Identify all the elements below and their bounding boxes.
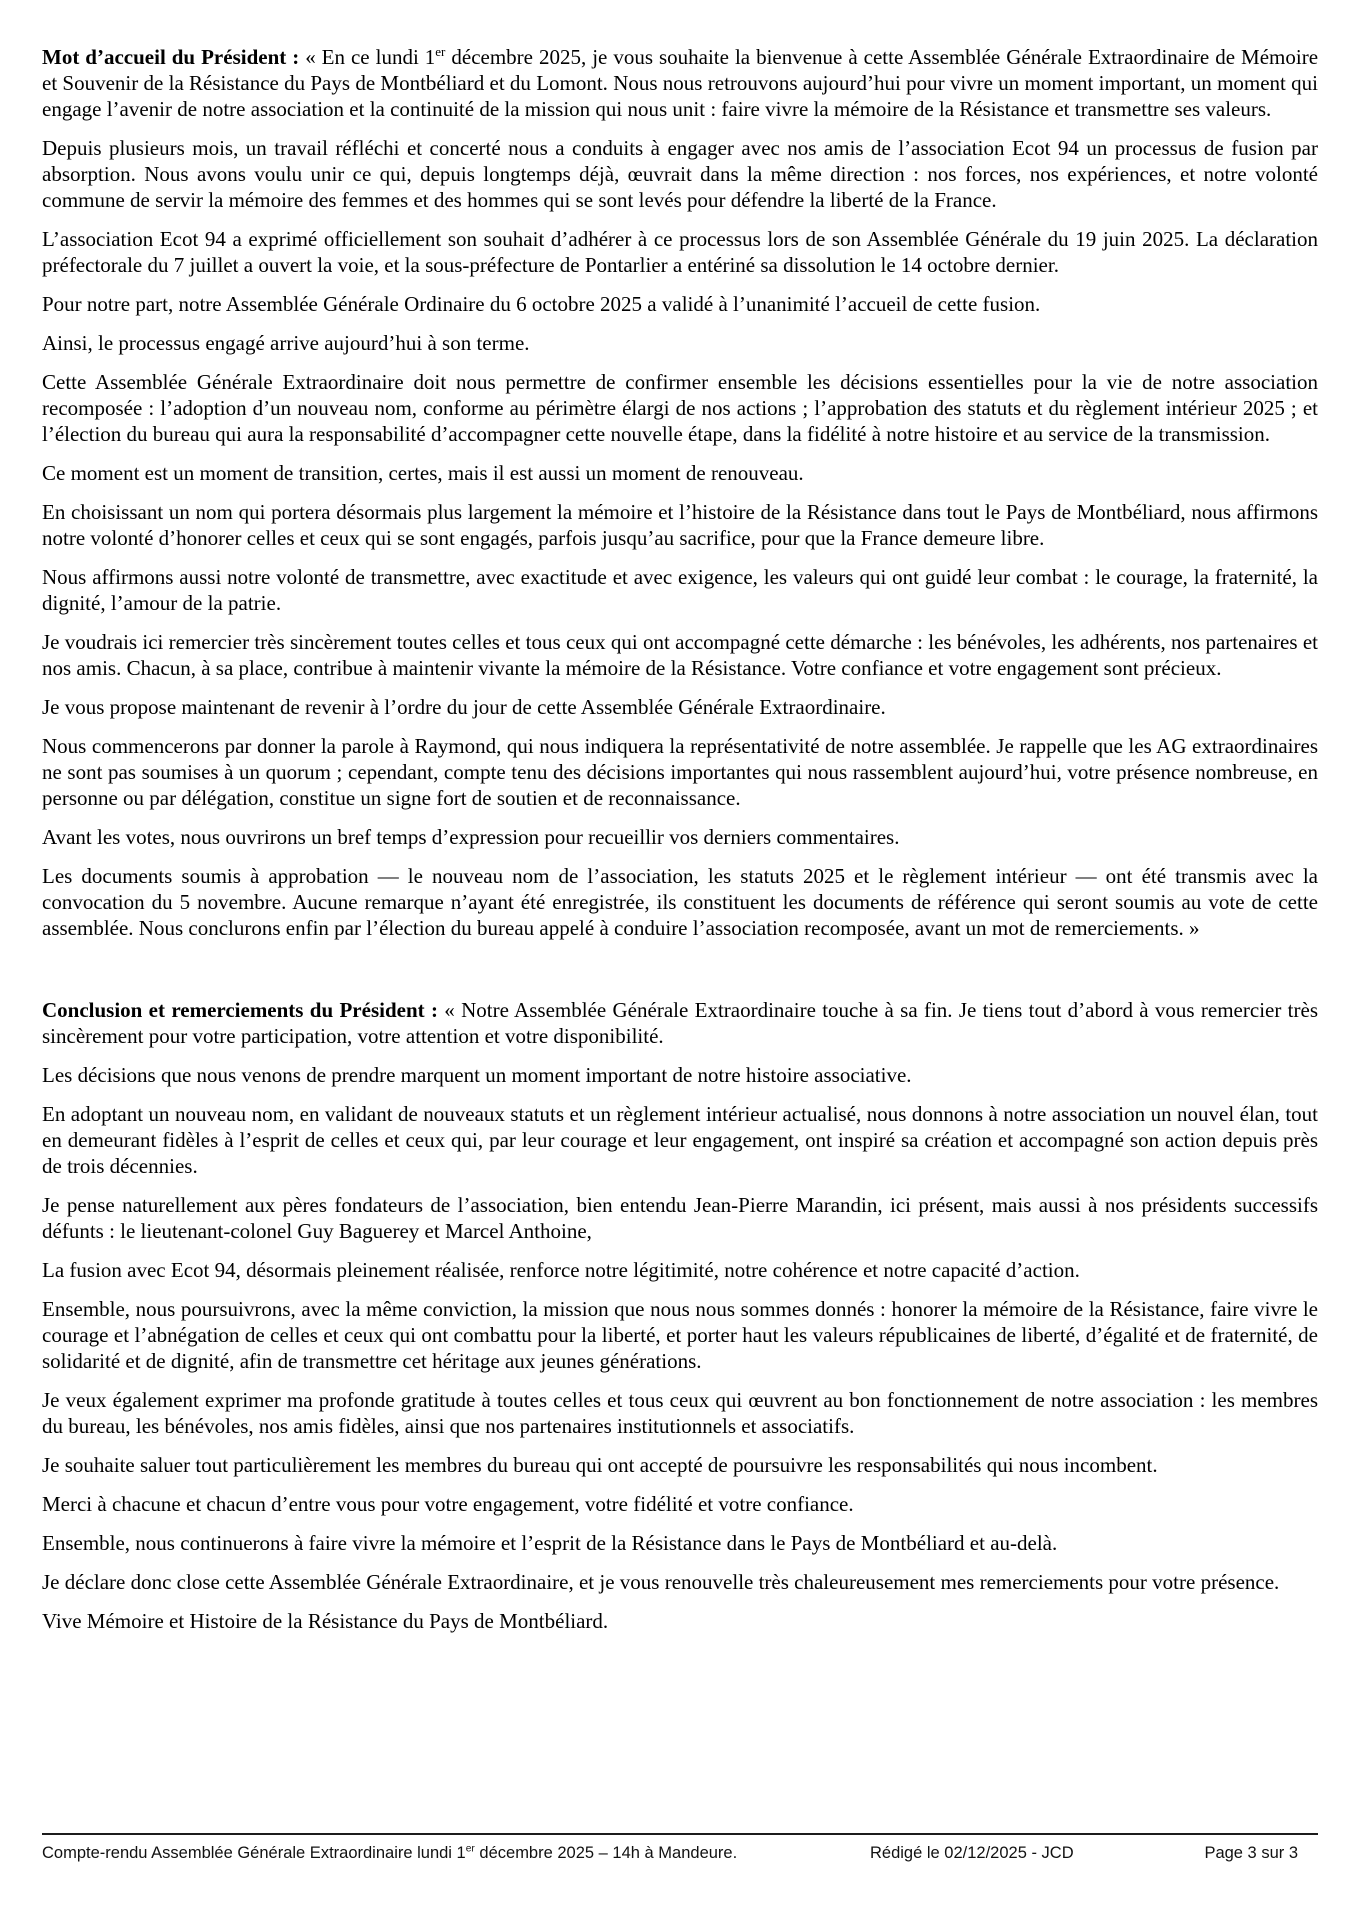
paragraph: Je veux également exprimer ma profonde gratitude à toutes celles et tous ceux qui œuvrent au bon fonctionnement de notre association : les membres du bureau, les bénévoles, nos amis fidèles, ainsi que nos partenaires institutionnels et associatifs. <box>42 1388 1318 1438</box>
footer-document-title <box>42 1843 737 1863</box>
footer-page-number: Page 3 sur 3 <box>1204 1844 1298 1862</box>
paragraph-text: « Notre Assemblée Générale Extraordinaire touche à sa fin. Je tiens tout d’abord à vous remercier très sincèrement pour votre participation, votre attention et votre disponibilité. <box>42 998 1318 1048</box>
paragraph: Vive Mémoire et Histoire de la Résistance du Pays de Montbéliard. <box>42 1609 609 1633</box>
paragraph: Je pense naturellement aux pères fondateurs de l’association, bien entendu Jean-Pierre Marandin, ici présent, mais aussi à nos présidents successifs défunts : le lieutenant-colonel Guy Baguerey et Marcel Anthoine, <box>42 1193 1318 1243</box>
paragraph: En choisissant un nom qui portera désormais plus largement la mémoire et l’histoire de la Résistance dans tout le Pays de Montbéliard, nous affirmons notre volonté d’honorer celles et ceux qui se sont engagés, parfois jusqu’au sacrifice, pour que la France demeure libre. <box>42 500 1318 550</box>
paragraph: L’association Ecot 94 a exprimé officiellement son souhait d’adhérer à ce processus lors de son Assemblée Générale du 19 juin 2025. La déclaration préfectorale du 7 juillet a ouvert la voie, et la sous-préfecture de Pontarlier a entériné sa dissolution le 14 octobre dernier. <box>42 227 1318 277</box>
paragraph: Je souhaite saluer tout particulièrement les membres du bureau qui ont accepté de poursuivre les responsabilités qui nous incombent. <box>42 1453 1158 1477</box>
paragraph: Ce moment est un moment de transition, certes, mais il est aussi un moment de renouveau. <box>42 461 804 485</box>
paragraph: Ensemble, nous continuerons à faire vivre la mémoire et l’esprit de la Résistance dans le Pays de Montbéliard et au-delà. <box>42 1531 1058 1555</box>
paragraph: Pour notre part, notre Assemblée Générale Ordinaire du 6 octobre 2025 a validé à l’unanimité l’accueil de cette fusion. <box>42 292 1041 316</box>
footer-text: décembre 2025 – 14h à Mandeure. <box>474 1844 738 1862</box>
section-conclusion-speech <box>42 997 1318 1634</box>
paragraph: Les décisions que nous venons de prendre marquent un moment important de notre histoire associative. <box>42 1063 912 1087</box>
paragraph: Ensemble, nous poursuivrons, avec la même conviction, la mission que nous nous sommes donnés : honorer la mémoire de la Résistance, faire vivre le courage et l’abnégation de celles et ceux qui ont combattu pour la liberté, et porter haut les valeurs républicaines de liberté, d’égalité et de fraternité, de solidarité et de dignité, afin de transmettre cet héritage aux jeunes générations. <box>42 1297 1318 1373</box>
paragraph <box>42 44 1318 122</box>
ordinal-superscript: er <box>465 1843 475 1855</box>
ordinal-superscript: er <box>435 44 446 59</box>
footer-author-date: Rédigé le 02/12/2025 - JCD <box>870 1844 1074 1862</box>
section-welcome-speech <box>42 44 1318 941</box>
paragraph-text: décembre 2025, je vous souhaite la bienvenue à cette Assemblée Générale Extraordinaire de Mémoire et Souvenir de la Résistance du Pays de Montbéliard et du Lomont. Nous nous retrouvons aujourd’hui pour vivre un moment important, un moment qui engage l’avenir de notre association et la continuité de la mission qui nous unit : faire vivre la mémoire de la Résistance et transmettre ses valeurs. <box>42 45 1319 121</box>
paragraph: En adoptant un nouveau nom, en validant de nouveaux statuts et un règlement intérieur actualisé, nous donnons à notre association un nouvel élan, tout en demeurant fidèles à l’esprit de celles et ceux qui, par leur courage et leur engagement, ont inspiré sa création et accompagné son action depuis près de trois décennies. <box>42 1102 1318 1178</box>
paragraph: Je vous propose maintenant de revenir à l’ordre du jour de cette Assemblée Générale Extraordinaire. <box>42 695 886 719</box>
paragraph: Les documents soumis à approbation — le nouveau nom de l’association, les statuts 2025 et le règlement intérieur — ont été transmis avec la convocation du 5 novembre. Aucune remarque n’ayant été enregistrée, ils constituent les documents de référence qui seront soumis au vote de cette assemblée. Nous conclurons enfin par l’élection du bureau appelé à conduire l’association recomposée, avant un mot de remerciements. » <box>42 864 1318 940</box>
paragraph: Cette Assemblée Générale Extraordinaire doit nous permettre de confirmer ensemble les décisions essentielles pour la vie de notre association recomposée : l’adoption d’un nouveau nom, conforme au périmètre élargi de nos actions ; l’approbation des statuts et du règlement intérieur 2025 ; et l’élection du bureau qui aura la responsabilité d’accompagner cette nouvelle étape, dans la fidélité à notre histoire et au service de la transmission. <box>42 370 1318 446</box>
paragraph: Je déclare donc close cette Assemblée Générale Extraordinaire, et je vous renouvelle très chaleureusement mes remerciements pour votre présence. <box>42 1570 1280 1594</box>
paragraph: Ainsi, le processus engagé arrive aujourd’hui à son terme. <box>42 331 530 355</box>
section-heading: Conclusion et remerciements du Président : <box>42 998 438 1022</box>
paragraph: Merci à chacune et chacun d’entre vous pour votre engagement, votre fidélité et votre confiance. <box>42 1492 854 1516</box>
paragraph: Avant les votes, nous ouvrirons un bref temps d’expression pour recueillir vos derniers commentaires. <box>42 825 900 849</box>
page-footer <box>42 1833 1318 1862</box>
paragraph: Depuis plusieurs mois, un travail réfléchi et concerté nous a conduits à engager avec nos amis de l’association Ecot 94 un processus de fusion par absorption. Nous avons voulu unir ce qui, depuis longtemps déjà, œuvrait dans la même direction : nos forces, nos expériences, et notre volonté commune de servir la mémoire des femmes et des hommes qui se sont levés pour défendre la liberté de la France. <box>42 136 1318 212</box>
footer-text: Compte-rendu Assemblée Générale Extraordinaire lundi 1 <box>42 1844 466 1862</box>
section-heading: Mot d’accueil du Président : <box>42 45 300 69</box>
document-body <box>42 44 1318 1647</box>
paragraph: Nous commencerons par donner la parole à Raymond, qui nous indiquera la représentativité de notre assemblée. Je rappelle que les AG extraordinaires ne sont pas soumises à un quorum ; cependant, compte tenu des décisions importantes qui nous rassemblent aujourd’hui, votre présence nombreuse, en personne ou par délégation, constitue un signe fort de soutien et de reconnaissance. <box>42 734 1318 810</box>
paragraph: La fusion avec Ecot 94, désormais pleinement réalisée, renforce notre légitimité, notre cohérence et notre capacité d’action. <box>42 1258 1080 1282</box>
paragraph: Nous affirmons aussi notre volonté de transmettre, avec exactitude et avec exigence, les valeurs qui ont guidé leur combat : le courage, la fraternité, la dignité, l’amour de la patrie. <box>42 565 1318 615</box>
paragraph <box>42 997 1318 1049</box>
paragraph: Je voudrais ici remercier très sincèrement toutes celles et tous ceux qui ont accompagné cette démarche : les bénévoles, les adhérents, nos partenaires et nos amis. Chacun, à sa place, contribue à maintenir vivante la mémoire de la Résistance. Votre confiance et votre engagement sont précieux. <box>42 630 1318 680</box>
paragraph-text: « En ce lundi 1 <box>299 45 436 69</box>
